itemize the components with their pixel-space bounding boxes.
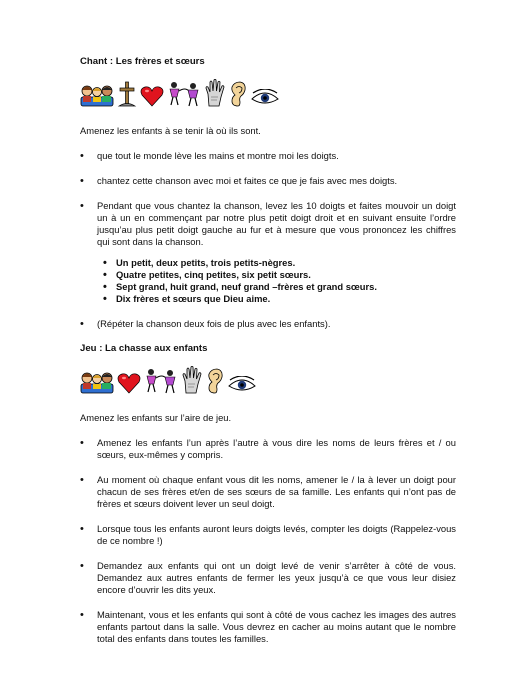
game-instructions-list: [80, 437, 456, 645]
list-item-text: Pendant que vous chantez la chanson, levez les 10 doigts et faites mouvoir un doigt un à un en commençant par notre plus petit doigt droit et en suivant ensuite l’ordre jusqu’au plus petit doigt gauche au fur et à mesure que vous prononcez les chiffres qui sont dans la chanson.: [97, 200, 456, 247]
list-item: • chantez cette chanson avec moi et faites ce que je fais avec mes doigts.: [80, 175, 456, 187]
lyrics-line: • Un petit, deux petits, trois petits-nègres.: [97, 257, 456, 269]
game-icon-strip: [80, 364, 456, 394]
lyrics-line: • Quatre petites, cinq petites, six petit sœurs.: [97, 269, 456, 281]
document-content: [80, 56, 456, 658]
list-item: [80, 200, 456, 305]
list-item: • Au moment où chaque enfant vous dit les noms, amener le / la à lever un doigt pour chacun de ses frères et/en de ses sœurs de sa famille. Les enfants qui n’ont pas de frères et sœurs doivent lever un seul doigt.: [80, 474, 456, 510]
list-item: • Maintenant, vous et les enfants qui sont à côté de vous cachez les images des autres enfants partout dans la salle. Vous devrez en cacher au moins autant que le nombre total des enfants dans toutes les familles.: [80, 609, 456, 645]
church-icon: [117, 81, 137, 107]
hand-icon: [204, 79, 226, 107]
list-item: • Amenez les enfants l’un après l’autre à vous dire les noms de leurs frères et / ou sœurs, eux-mêmes y compris.: [80, 437, 456, 461]
song-lyrics-list: [97, 257, 456, 305]
lyrics-line: • Sept grand, huit grand, neuf grand –frères et grand sœurs.: [97, 281, 456, 293]
children-playing-icon: [144, 368, 178, 394]
list-item: • (Répéter la chanson deux fois de plus avec les enfants).: [80, 318, 456, 330]
list-item: • Lorsque tous les enfants auront leurs doigts levés, compter les doigts (Rappelez-vous de ce nombre !): [80, 523, 456, 547]
children-playing-icon: [167, 81, 201, 107]
lyrics-line: • Dix frères et sœurs que Dieu aime.: [97, 293, 456, 305]
family-icon: [80, 370, 114, 394]
family-icon: [80, 83, 114, 107]
ear-icon: [206, 368, 224, 394]
game-section: [80, 343, 456, 645]
song-intro: Amenez les enfants à se tenir là où ils sont.: [80, 125, 261, 136]
list-item: • que tout le monde lève les mains et montre moi les doigts.: [80, 150, 456, 162]
list-item: • Demandez aux enfants qui ont un doigt levé de venir s’arrêter à côté de vous. Demandez aux autres enfants de fermer les yeux jusqu’à ce que vous leur disiez encore d’ouvrir les dits yeux.: [80, 560, 456, 596]
game-intro: Amenez les enfants sur l’aire de jeu.: [80, 412, 232, 423]
heart-icon: [117, 372, 141, 394]
song-title: Chant : Les frères et sœurs: [80, 56, 205, 67]
ear-icon: [229, 81, 247, 107]
hand-icon: [181, 366, 203, 394]
song-instructions-list: [80, 150, 456, 330]
eye-icon: [250, 89, 280, 107]
song-icon-strip: [80, 77, 456, 107]
game-title: Jeu : La chasse aux enfants: [80, 343, 208, 354]
heart-icon: [140, 85, 164, 107]
eye-icon: [227, 376, 257, 394]
